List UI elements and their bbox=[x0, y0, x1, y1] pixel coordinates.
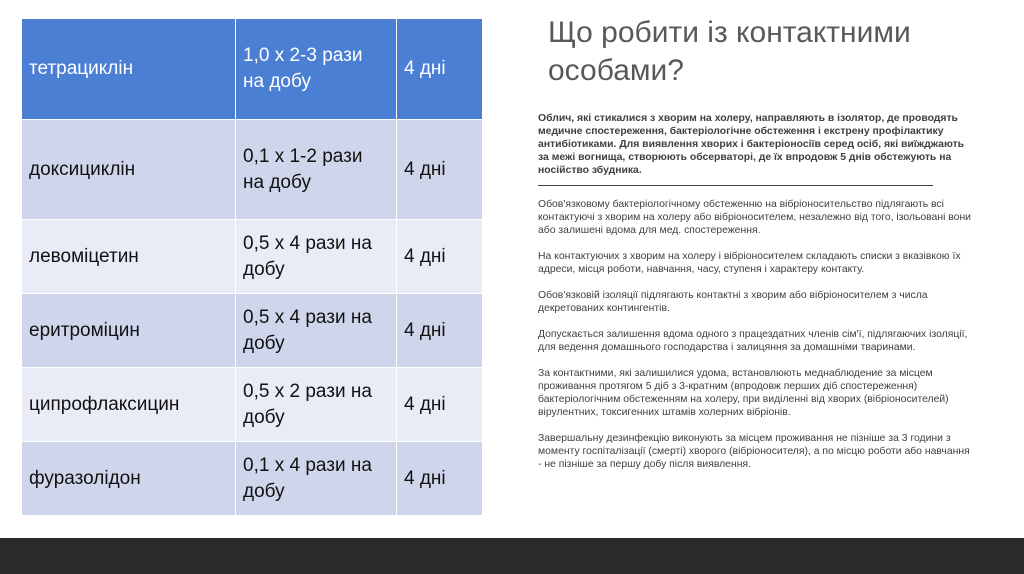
dose-cell: 0,5 х 2 рази на добу bbox=[236, 368, 397, 442]
table-row bbox=[22, 120, 483, 220]
body-paragraph: За контактними, які залишилися удома, встановлюють меднаблюдение за місцем проживання протягом 5 діб з 3-кратним (впродовж перших діб спостереження) бактеріологічним обстеженням на холеру, при виділенні від хворих (вібріоносителей) вірулентних, токсигенних штамів холерних вібріонів. bbox=[538, 368, 949, 418]
intro-paragraph: Облич, які стикалися з хворим на холеру, направляють в ізолятор, де проводять медичне спостереження, бактеріологічне обстеження і екстрену профілактику антибіотиками. Для виявлення хворих і бактеріоносіїв серед осіб, які виїжджають за межі вогнища, створюють обсерваторі, де їх впродовж 5 днів обстежують на носійство збудника. bbox=[538, 113, 965, 176]
drug-name-cell: ципрофлаксицин bbox=[22, 368, 236, 442]
divider-line bbox=[538, 185, 933, 186]
table-row bbox=[22, 220, 483, 294]
slide-title: Що робити із контактними особами? bbox=[548, 16, 911, 87]
body-paragraph: Завершальну дезинфекцію виконують за місцем проживання не пізніше за 3 години з моменту госпіталізації (смерті) хворого (вібріоносителя), а по місцю роботи або навчання - не пізніше за першу добу після виявлення. bbox=[538, 433, 970, 470]
duration-cell: 4 дні bbox=[397, 294, 483, 368]
drug-name-cell: доксициклін bbox=[22, 120, 236, 220]
duration-cell: 4 дні bbox=[397, 442, 483, 516]
body-paragraph: Обов'язковому бактеріологічному обстеженню на вібріоносительство підлягають всі контактуючі з хворим на холеру або вібріоносителем, незалежно від того, ізольовані вони або залишені вдома для мед. спостереження. bbox=[538, 199, 971, 236]
body-paragraph: Обов'язковій ізоляції підлягають контактні з хворим або вібріоносителем з числа декретованих контингентів. bbox=[538, 290, 928, 314]
duration-cell: 4 дні bbox=[397, 120, 483, 220]
footer-bar bbox=[0, 538, 1024, 574]
table-row bbox=[22, 442, 483, 516]
body-paragraph: На контактуючих з хворим на холеру і вібріоносителем складають списки з вказівкою їх адреси, місця роботи, навчання, часу, ступеня і характеру контакту. bbox=[538, 251, 961, 275]
antibiotic-dosage-table bbox=[21, 18, 483, 516]
drug-name-cell: левоміцетин bbox=[22, 220, 236, 294]
contacts-text-block bbox=[538, 112, 976, 484]
table-row bbox=[22, 368, 483, 442]
dose-cell: 0,1 х 1-2 рази на добу bbox=[236, 120, 397, 220]
duration-cell: 4 дні bbox=[397, 19, 483, 120]
duration-cell: 4 дні bbox=[397, 220, 483, 294]
table-row bbox=[22, 294, 483, 368]
drug-name-cell: фуразолідон bbox=[22, 442, 236, 516]
dose-cell: 0,1 х 4 рази на добу bbox=[236, 442, 397, 516]
drug-name-cell: еритроміцин bbox=[22, 294, 236, 368]
dose-cell: 0,5 х 4 рази на добу bbox=[236, 294, 397, 368]
table-row bbox=[22, 19, 483, 120]
dose-cell: 0,5 х 4 рази на добу bbox=[236, 220, 397, 294]
body-paragraph: Допускається залишення вдома одного з працездатних членів сім'ї, підлягаючих ізоляції, для ведення домашнього господарства і залицяння за домашніми тваринами. bbox=[538, 329, 968, 353]
drug-name-cell: тетрациклін bbox=[22, 19, 236, 120]
duration-cell: 4 дні bbox=[397, 368, 483, 442]
dose-cell: 1,0 х 2-3 рази на добу bbox=[236, 19, 397, 120]
